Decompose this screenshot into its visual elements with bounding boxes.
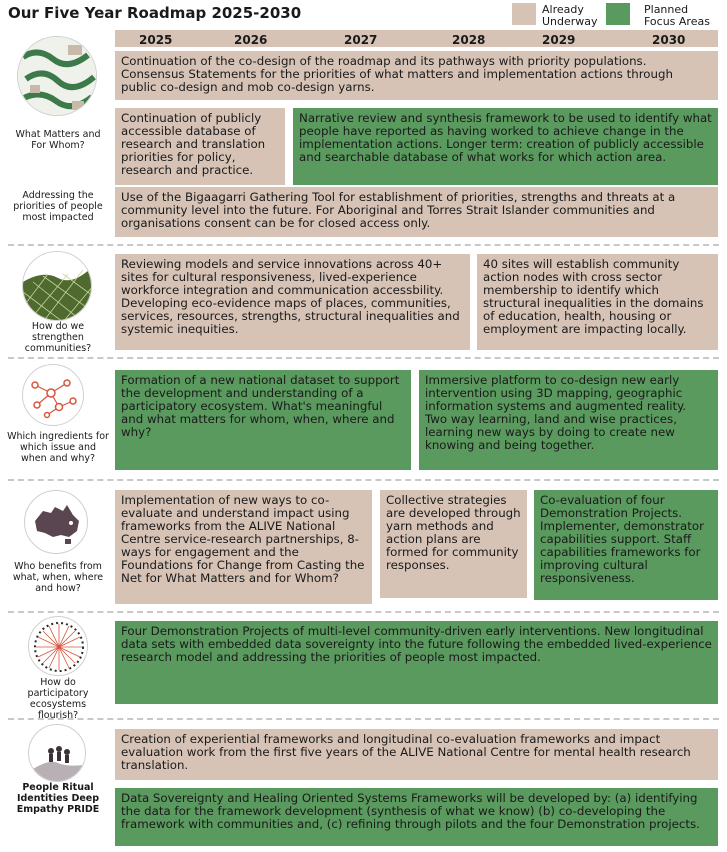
section-label: Which ingredients for which issue and when and why? [7,431,109,464]
section-label: Who benefits from what, when, where and how? [12,561,104,594]
section-label: How do participatory ecosystems flourish? [27,677,89,721]
roadmap-box-planned: Formation of a new national dataset to support the development and understanding of a participatory ecosystem. What's meaningful and what matters for whom, when, where and why? [115,370,411,470]
section-label: People Ritual Identities Deep Empathy PRIDE [16,782,100,815]
legend-underway-label: Already Underway [542,3,598,28]
roadmap-box-planned: Data Sovereignty and Healing Oriented Systems Frameworks will be developed by: (a) identifying the data for the framework development (synthesis of what we know) (b) co-developing the framework with communities and, (c) refining through pilots and the four Demonstration projects. [115,788,718,846]
year-label: 2027 [344,33,378,47]
roadmap-box-planned: Immersive platform to co-design new early intervention using 3D mapping, geographic information systems and augmented reality. Two way learning, land and wise practices, learning new ways by doing to create new knowing and being together. [419,370,718,470]
legend-planned-swatch [606,3,630,25]
page-title: Our Five Year Roadmap 2025-2030 [8,4,302,22]
section-divider [8,718,719,720]
year-label: 2028 [452,33,486,47]
roadmap-box-underway: Creation of experiential frameworks and longitudinal co-evaluation frameworks and impact evaluation work from the first five years of the ALIVE National Centre for mental health research translation. [115,729,718,780]
section-divider [8,479,719,481]
year-label: 2025 [139,33,173,47]
section-label: How do we strengthen communities? [24,321,92,354]
roadmap-map-icon [17,36,97,116]
roadmap-box-underway: Collective strategies are developed through yarn methods and action plans are formed for community responses. [380,490,527,598]
year-label: 2030 [652,33,686,47]
roadmap-box-underway: Use of the Bigaagarri Gathering Tool for establishment of priorities, strengths and threats at a community level into the future. For Aboriginal and Torres Strait Islander communities and organisations consent can be for closed access only. [115,187,718,237]
roadmap-box-underway: Continuation of the co-design of the roadmap and its pathways with priority populations. Consensus Statements for the priorities of what matters and implementation actions through public co-design and mob co-design yarns. [115,51,718,100]
roadmap-box-planned: Narrative review and synthesis framework to be used to identify what people have reported as having worked to achieve change in the implementation actions. Longer term: creation of publicly accessible and searchable database of what works for which action area. [293,108,718,185]
section-label: What Matters and For Whom? [15,129,101,151]
community-map-icon [22,251,92,321]
roadmap-box-underway: Reviewing models and service innovations across 40+ sites for cultural responsiveness, lived-experience workforce integration and communication accessbility. Developing eco-evidence maps of places, communities, services, resources, strengths, structural inequalities and systemic inequities. [115,254,470,350]
people-gathering-icon [28,724,86,782]
year-label: 2029 [542,33,576,47]
ecosystem-web-icon [28,616,88,676]
australia-map-icon [24,490,88,554]
network-icon [22,364,84,426]
section-divider [8,244,719,246]
roadmap-box-underway: Implementation of new ways to co-evaluate and understand impact using frameworks from the ALIVE National Centre service-research partnerships, 8-ways for engagement and the Foundations for Change from Casting the Net for What Matters and for Whom? [115,490,372,604]
legend-planned-label: Planned Focus Areas [644,3,710,28]
section-divider [8,357,719,359]
roadmap-box-planned: Four Demonstration Projects of multi-level community-driven early interventions. New longitudinal data sets with embedded data sovereignty into the future following the embedded lived-experience research model and addressing the priorities of people most impacted. [115,621,718,704]
roadmap-box-underway: Continuation of publicly accessible database of research and translation priorities for policy, research and practice. [115,108,285,185]
roadmap-box-planned: Co-evaluation of four Demonstration Projects. Implementer, demonstrator capabilities support. Staff capabilities frameworks for improving cultural responsiveness. [534,490,718,600]
roadmap-box-underway: 40 sites will establish community action nodes with cross sector membership to identify which structural inequalities in the domains of education, health, housing or employment are impacting locally. [477,254,718,350]
year-label: 2026 [234,33,268,47]
years-bar [115,30,718,47]
section-divider [8,611,719,613]
legend-underway-swatch [512,3,536,25]
section-label: Addressing the priorities of people most impacted [13,190,103,223]
